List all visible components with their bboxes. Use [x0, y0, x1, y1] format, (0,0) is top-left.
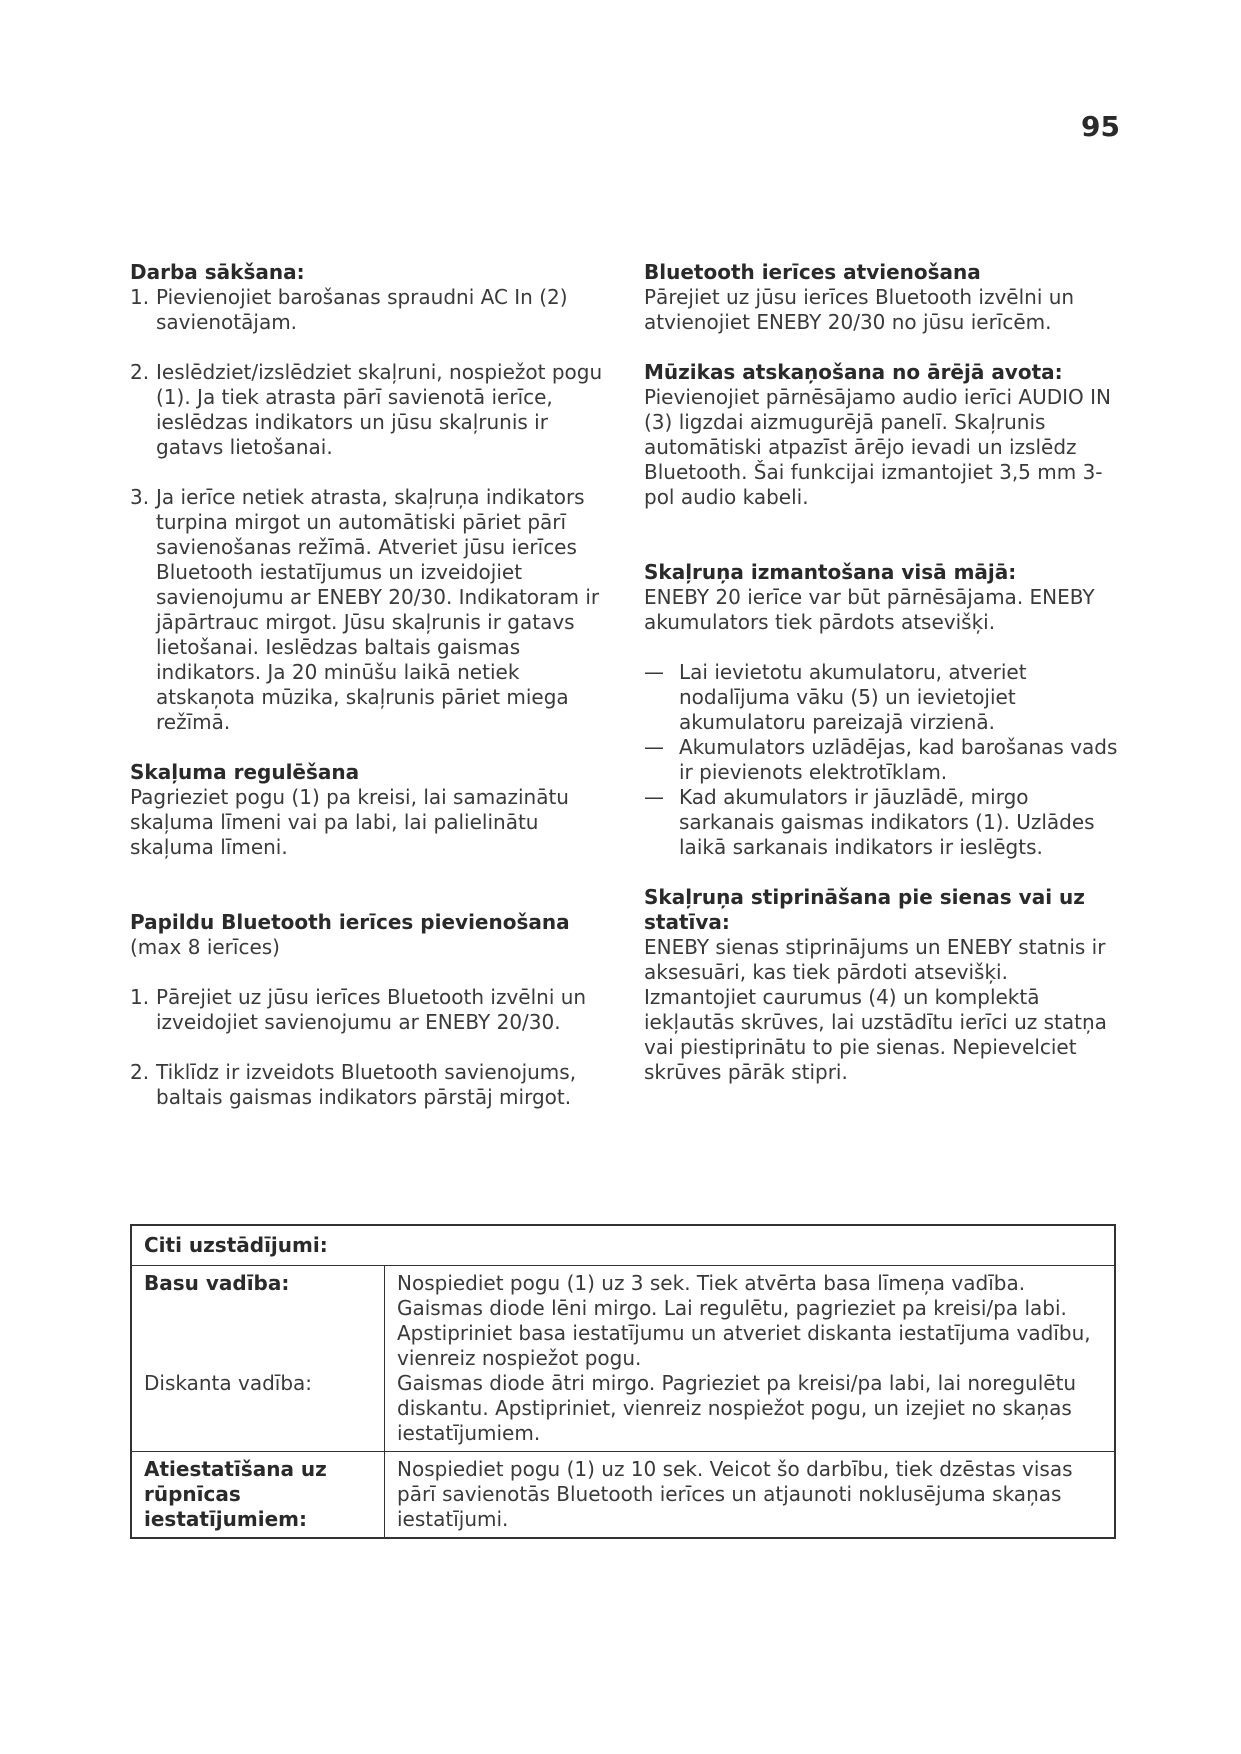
heading-home-use: Skaļruņa izmantošana visā mājā: [644, 560, 1017, 584]
list-item-text: Ja ierīce netiek atrasta, skaļruņa indikators turpina mirgot un automātiski pāriet pārī savienošanas režīmā. Atveriet jūsu ierīces Bluetooth iestatījumus un izveidojiet savienojumu ar ENEBY 20/30. Indikatoram ir jāpārtrauc mirgot. Jūsu skaļrunis ir gatavs lietošanai. Ieslēdzas baltais gaismas indikators. Ja 20 minūšu laikā netiek atskaņota mūzika, skaļrunis pāriet miega režīmā. [156, 485, 600, 734]
table-header: Citi uzstādījumi: [131, 1225, 1115, 1266]
list-number: 2. [130, 1060, 150, 1084]
left-column [130, 260, 610, 1110]
spacer [144, 1296, 372, 1371]
list-item-text: Kad akumulators ir jāuzlādē, mirgo sarkanais gaismas indikators (1). Uzlādes laikā sarkanais indikators ir ieslēgts. [679, 785, 1095, 859]
list-item-text: Ieslēdziet/izslēdziet skaļruni, nospiežot pogu (1). Ja tiek atrasta pārī savienotā ierīce, ieslēdzas indikators un jūsu skaļrunis ir gatavs lietošanai. [156, 360, 603, 459]
treble-label: Diskanta vadība: [144, 1371, 313, 1395]
section-mounting [644, 885, 1124, 1085]
section-disconnect [644, 260, 1124, 335]
heading-volume: Skaļuma regulēšana [130, 760, 360, 784]
list-number: 3. [130, 485, 150, 509]
section-external-source [644, 360, 1124, 510]
dash-bullet: — [644, 735, 664, 759]
section-getting-started [130, 260, 610, 735]
treble-text: Gaismas diode ātri mirgo. Pagrieziet pa kreisi/pa labi, lai noregulētu diskantu. Apstipriniet, vienreiz nospiežot pogu, un izejiet no skaņas iestatījumiem. [397, 1371, 1077, 1445]
heading-external-source: Mūzikas atskaņošana no ārējā avota: [644, 360, 1063, 384]
list-item-text: Tiklīdz ir izveidots Bluetooth savienojums, baltais gaismas indikators pārstāj mirgot. [156, 1060, 577, 1109]
table-row [131, 1266, 1115, 1452]
bass-label: Basu vadība: [144, 1271, 290, 1295]
heading-disconnect: Bluetooth ierīces atvienošana [644, 260, 981, 284]
list-number: 1. [130, 985, 150, 1009]
list-item [644, 660, 1124, 735]
heading-additional-bluetooth: Papildu Bluetooth ierīces pievienošana [130, 910, 570, 934]
table-label-cell [131, 1266, 385, 1452]
additional-subtitle: (max 8 ierīces) [130, 935, 280, 959]
list-item-text: Pievienojiet barošanas spraudni AC In (2) savienotājam. [156, 285, 568, 334]
settings-table [130, 1224, 1116, 1539]
list-number: 1. [130, 285, 150, 309]
table-header-row [131, 1225, 1115, 1266]
section-volume [130, 760, 610, 860]
section-additional-bluetooth [130, 910, 610, 1110]
disconnect-text: Pārejiet uz jūsu ierīces Bluetooth izvēlni un atvienojiet ENEBY 20/30 no jūsu ierīcēm. [644, 285, 1075, 334]
table-row [131, 1452, 1115, 1539]
list-item [644, 785, 1124, 860]
mounting-text-1: ENEBY sienas stiprinājums un ENEBY statnis ir aksesuāri, kas tiek pārdoti atsevišķi. [644, 935, 1106, 984]
right-column [644, 260, 1124, 1085]
bass-text: Nospiediet pogu (1) uz 3 sek. Tiek atvērta basa līmeņa vadība. Gaismas diode lēni mirgo. Lai regulētu, pagrieziet pa kreisi/pa labi. Apstipriniet basa iestatījumu un atveriet diskanta iestatījuma vadību, vienreiz nospiežot pogu. [397, 1271, 1091, 1370]
list-number: 2. [130, 360, 150, 384]
list-item [130, 985, 610, 1035]
dash-bullet: — [644, 785, 664, 809]
table-text-cell [385, 1266, 1116, 1452]
list-item [644, 735, 1124, 785]
mounting-text-2: Izmantojiet caurumus (4) un komplektā iekļautās skrūves, lai uzstādītu ierīci uz statņa vai piestiprinātu to pie sienas. Nepievelciet skrūves pārāk stipri. [644, 985, 1107, 1084]
reset-label: Atiestatīšana uz rūpnīcas iestatījumiem: [131, 1452, 385, 1539]
list-item [130, 485, 610, 735]
page-number: 95 [1081, 110, 1120, 143]
home-use-text: ENEBY 20 ierīce var būt pārnēsājama. ENEBY akumulators tiek pārdots atsevišķi. [644, 585, 1095, 634]
list-item-text: Pārejiet uz jūsu ierīces Bluetooth izvēlni un izveidojiet savienojumu ar ENEBY 20/30. [156, 985, 587, 1034]
list-item [130, 1060, 610, 1110]
list-item-text: Lai ievietotu akumulatoru, atveriet nodalījuma vāku (5) un ievietojiet akumulatoru pareizajā virzienā. [679, 660, 1027, 734]
list-item [130, 285, 610, 335]
section-home-use [644, 560, 1124, 860]
list-item [130, 360, 610, 460]
dash-bullet: — [644, 660, 664, 684]
heading-getting-started: Darba sākšana: [130, 260, 305, 284]
reset-text: Nospiediet pogu (1) uz 10 sek. Veicot šo darbību, tiek dzēstas visas pārī savienotās Bluetooth ierīces un atjaunoti noklusējuma skaņas iestatījumi. [385, 1452, 1116, 1539]
list-item-text: Akumulators uzlādējas, kad barošanas vads ir pievienots elektrotīklam. [679, 735, 1118, 784]
heading-mounting: Skaļruņa stiprināšana pie sienas vai uz statīva: [644, 885, 1085, 934]
volume-text: Pagrieziet pogu (1) pa kreisi, lai samazinātu skaļuma līmeni vai pa labi, lai palielinātu skaļuma līmeni. [130, 785, 569, 859]
external-source-text: Pievienojiet pārnēsājamo audio ierīci AUDIO IN (3) ligzdai aizmugurējā panelī. Skaļrunis automātiski atpazīst ārējo ievadi un izslēdz Bluetooth. Šai funkcijai izmantojiet 3,5 mm 3-pol audio kabeli. [644, 385, 1111, 509]
